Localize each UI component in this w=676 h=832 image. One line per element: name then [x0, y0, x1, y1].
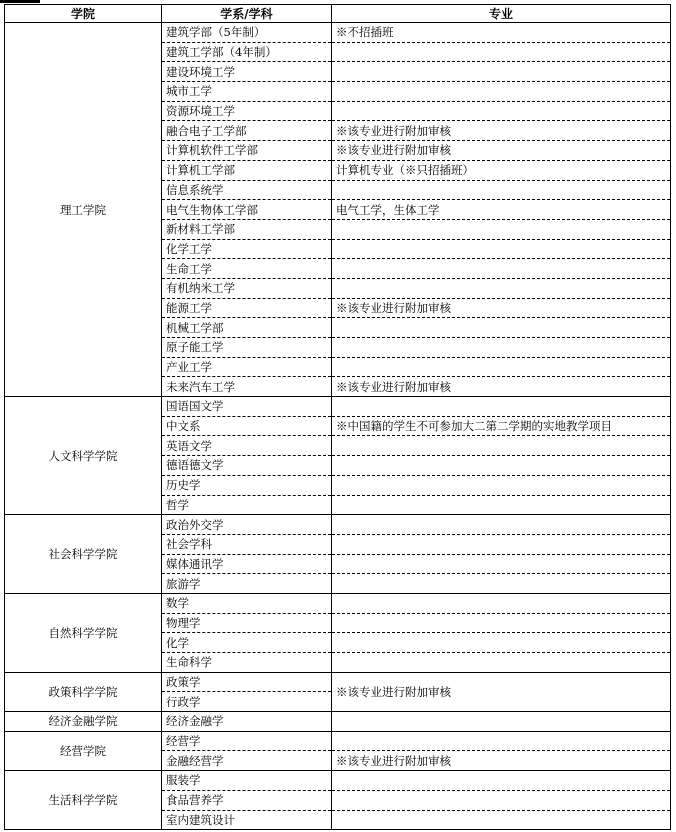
- table-body: [5, 23, 671, 830]
- major-note-cell: ※不招插班: [332, 23, 671, 43]
- table-row: [5, 593, 671, 613]
- department-cell: 化学: [162, 633, 332, 653]
- department-cell: 城市工学: [162, 82, 332, 102]
- department-cell: 原子能工学: [162, 338, 332, 358]
- department-cell: 经营学: [162, 731, 332, 751]
- header-department: 学系/学科: [162, 5, 332, 23]
- major-note-cell: [332, 180, 671, 200]
- college-cell: 理工学院: [5, 23, 162, 397]
- department-cell: 政策学: [162, 672, 332, 692]
- major-note-cell: [332, 259, 671, 279]
- department-cell: 新材料工学部: [162, 219, 332, 239]
- department-cell: 室内建筑设计: [162, 810, 332, 830]
- department-cell: 未来汽车工学: [162, 377, 332, 397]
- major-note-cell: [332, 101, 671, 121]
- major-note-cell: [332, 62, 671, 82]
- header-college: 学院: [5, 5, 162, 23]
- major-note-cell: [332, 593, 671, 613]
- department-cell: 媒体通讯学: [162, 554, 332, 574]
- department-cell: 生命工学: [162, 259, 332, 279]
- department-cell: 化学工学: [162, 239, 332, 259]
- major-note-cell: [332, 357, 671, 377]
- department-cell: 物理学: [162, 613, 332, 633]
- department-cell: 生命科学: [162, 653, 332, 673]
- department-cell: 国语国文学: [162, 397, 332, 417]
- department-cell: 经济金融学: [162, 712, 332, 732]
- department-cell: 社会学科: [162, 534, 332, 554]
- major-note-cell: [332, 475, 671, 495]
- table-row: [5, 672, 671, 692]
- department-cell: 德语德文学: [162, 456, 332, 476]
- major-note-cell: [332, 456, 671, 476]
- major-note-cell: ※该专业进行附加审核: [332, 751, 671, 771]
- department-cell: 金融经营学: [162, 751, 332, 771]
- major-note-cell: [332, 219, 671, 239]
- major-note-cell: [332, 771, 671, 791]
- department-cell: 建筑学部（5年制）: [162, 23, 332, 43]
- department-cell: 电气生物体工学部: [162, 200, 332, 220]
- college-cell: 生活科学学院: [5, 771, 162, 830]
- department-cell: 中文系: [162, 416, 332, 436]
- department-cell: 政治外交学: [162, 515, 332, 535]
- department-cell: 哲学: [162, 495, 332, 515]
- major-note-cell: [332, 397, 671, 417]
- major-note-cell: [332, 554, 671, 574]
- department-cell: 英语文学: [162, 436, 332, 456]
- header-major: 专业: [332, 5, 671, 23]
- major-note-cell: ※该专业进行附加审核: [332, 377, 671, 397]
- department-cell: 信息系统学: [162, 180, 332, 200]
- department-cell: 计算机工学部: [162, 160, 332, 180]
- department-cell: 计算机软件工学部: [162, 141, 332, 161]
- major-note-cell: [332, 534, 671, 554]
- major-note-cell: 计算机专业（※只招插班）: [332, 160, 671, 180]
- major-note-cell: ※该专业进行附加审核: [332, 141, 671, 161]
- major-note-cell: [332, 633, 671, 653]
- major-note-cell: [332, 810, 671, 830]
- college-cell: 政策科学学院: [5, 672, 162, 711]
- top-edge-fragment: [0, 0, 40, 3]
- department-cell: 数学: [162, 593, 332, 613]
- major-note-cell: [332, 653, 671, 673]
- major-note-cell: [332, 338, 671, 358]
- department-cell: 旅游学: [162, 574, 332, 594]
- department-cell: 建设环境工学: [162, 62, 332, 82]
- table-row: [5, 712, 671, 732]
- college-cell: 经营学院: [5, 731, 162, 770]
- major-note-cell: 电气工学，生体工学: [332, 200, 671, 220]
- college-cell: 自然科学学院: [5, 593, 162, 672]
- department-cell: 有机纳米工学: [162, 278, 332, 298]
- major-note-cell: ※中国籍的学生不可参加大二第二学期的实地教学项目: [332, 416, 671, 436]
- major-note-cell: [332, 318, 671, 338]
- college-cell: 人文科学学院: [5, 397, 162, 515]
- table-row: [5, 397, 671, 417]
- major-note-cell: [332, 436, 671, 456]
- department-cell: 产业工学: [162, 357, 332, 377]
- major-note-cell: ※该专业进行附加审核: [332, 672, 671, 711]
- major-note-cell: [332, 515, 671, 535]
- department-cell: 能源工学: [162, 298, 332, 318]
- table-row: [5, 731, 671, 751]
- department-cell: 历史学: [162, 475, 332, 495]
- major-note-cell: [332, 42, 671, 62]
- college-cell: 社会科学学院: [5, 515, 162, 594]
- department-cell: 服装学: [162, 771, 332, 791]
- department-cell: 食品营养学: [162, 790, 332, 810]
- major-note-cell: ※该专业进行附加审核: [332, 298, 671, 318]
- major-note-cell: [332, 82, 671, 102]
- major-note-cell: [332, 613, 671, 633]
- major-note-cell: [332, 495, 671, 515]
- major-note-cell: [332, 790, 671, 810]
- table-row: [5, 23, 671, 43]
- major-note-cell: [332, 712, 671, 732]
- major-note-cell: [332, 239, 671, 259]
- department-cell: 资源环境工学: [162, 101, 332, 121]
- table-row: [5, 771, 671, 791]
- table-row: [5, 515, 671, 535]
- header-row: [5, 5, 671, 23]
- major-note-cell: [332, 278, 671, 298]
- department-cell: 建筑工学部（4年制）: [162, 42, 332, 62]
- college-cell: 经济金融学院: [5, 712, 162, 732]
- major-note-cell: [332, 574, 671, 594]
- major-note-cell: ※该专业进行附加审核: [332, 121, 671, 141]
- major-note-cell: [332, 731, 671, 751]
- department-cell: 行政学: [162, 692, 332, 712]
- admissions-table: [4, 4, 671, 830]
- department-cell: 机械工学部: [162, 318, 332, 338]
- department-cell: 融合电子工学部: [162, 121, 332, 141]
